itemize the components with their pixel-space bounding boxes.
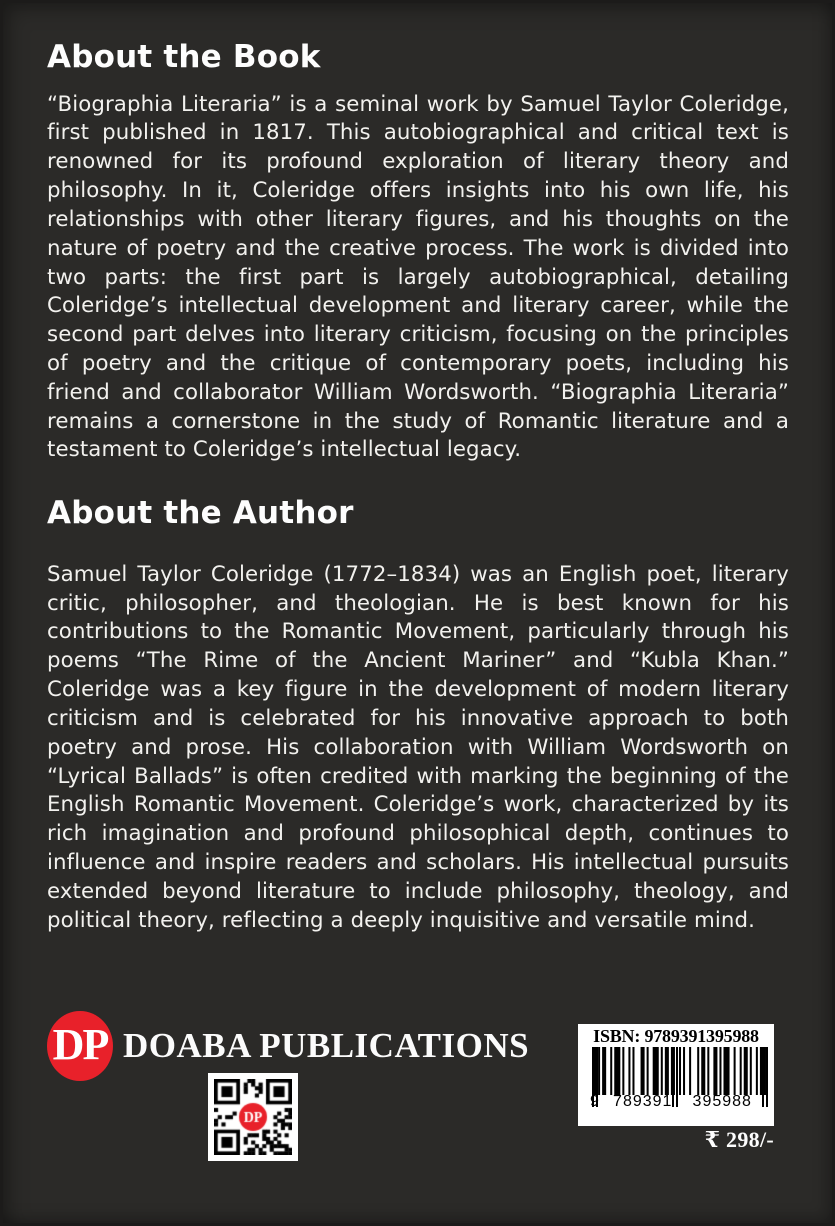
publisher-logo	[47, 1011, 113, 1081]
publisher-name: DOABA PUBLICATIONS	[123, 1026, 530, 1065]
price-label: ₹ 298/-	[704, 1127, 774, 1152]
isbn-barcode	[578, 1024, 774, 1126]
about-author-heading: About the Author	[47, 495, 354, 532]
barcode-bars	[584, 1047, 768, 1111]
barcode-digit-group1: 789391	[613, 1093, 673, 1110]
barcode-digit-group2: 395988	[692, 1093, 752, 1110]
about-book-text: “Biographia Literaria” is a seminal work by Samuel Taylor Coleridge, first published in 1817. This autobiographical and critical text is renowned for its profound exploration of literary theory and philosophy. In it, Coleridge offers insights into his own life, his relationships with other literary figures, and his thoughts on the nature of poetry and the creative process. The work is divided into two parts: the first part is largely autobiographical, detailing Coleridge’s intellectual development and literary career, while the second part delves into literary criticism, focusing on the principles of poetry and the critique of contemporary poets, including his friend and collaborator William Wordsworth. “Biographia Literaria” remains a cornerstone in the study of Romantic literature and a testament to Coleridge’s intellectual legacy.	[47, 91, 789, 463]
qr-pattern	[214, 1079, 292, 1155]
isbn-label: ISBN: 9789391395988	[593, 1026, 759, 1046]
publisher-monogram: DP	[52, 1019, 108, 1069]
barcode-digit-lead: 9	[590, 1093, 599, 1110]
qr-code	[208, 1073, 298, 1161]
cover-text-content	[47, 40, 789, 935]
about-book-heading: About the Book	[47, 39, 321, 75]
about-author-text: Samuel Taylor Coleridge (1772–1834) was an English poet, literary critic, philosopher, and theologian. He is best known for his contributions to the Romantic Movement, particularly through his poems “The Rime of the Ancient Mariner” and “Kubla Khan.” Coleridge was a key figure in the development of modern literary criticism and is celebrated for his innovative approach to both poetry and prose. His collaboration with William Wordsworth on “Lyrical Ballads” is often credited with marking the beginning of the English Romantic Movement. Coleridge’s work, characterized by its rich imagination and profound philosophical depth, continues to influence and inspire readers and scholars. His intellectual pursuits extended beyond literature to include philosophy, theology, and political theory, reflecting a deeply inquisitive and versatile mind.	[47, 561, 789, 933]
barcode-digits	[590, 1093, 762, 1110]
